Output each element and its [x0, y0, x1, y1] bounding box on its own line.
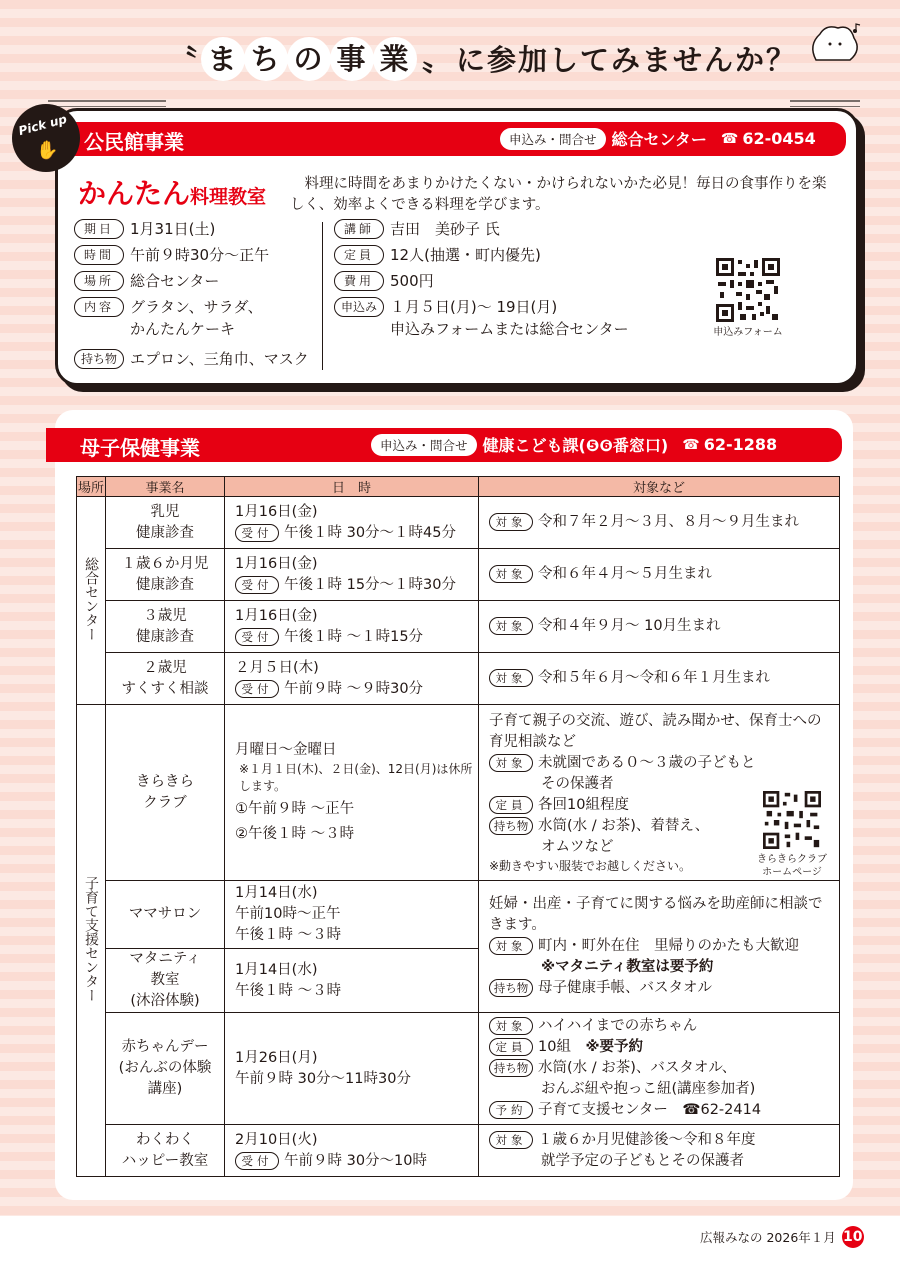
column-header: 場所: [77, 477, 106, 497]
info-value: 500円: [390, 272, 434, 290]
column-header: 日 時: [225, 477, 479, 497]
info-label: 定員: [334, 245, 384, 265]
phone-icon: ☎: [720, 130, 739, 147]
program-name: [106, 497, 225, 549]
bring-text: おんぶ紐や抱っこ紐(講座参加者): [541, 1081, 756, 1097]
time-text: 午前９時 30分～11時30分: [235, 1070, 411, 1087]
target-label: 対象: [489, 617, 533, 635]
contact-tel: 62-1288: [703, 435, 778, 454]
date-text: 1月26日(月): [235, 1049, 318, 1066]
date-text: 1月16日(金): [235, 607, 318, 624]
target-cell: [479, 497, 840, 549]
table-header-row: [77, 477, 840, 497]
program-name: [106, 653, 225, 705]
table-row: [77, 601, 840, 653]
target-text: １歳６か月児健診後～令和８年度: [538, 1131, 756, 1148]
pickup-text: Pick up: [17, 111, 69, 139]
footer: [700, 1226, 864, 1248]
clothing-note: ※動きやすい服装でお越しください。: [489, 858, 692, 873]
info-label: 申込み: [334, 297, 384, 317]
info-label: 費用: [334, 271, 384, 291]
date-cell: [225, 653, 479, 705]
quote-close: 〟: [422, 43, 453, 77]
time-text: 午前９時 ～９時30分: [284, 680, 424, 697]
quote-open: 〝: [169, 43, 200, 77]
header-rule: [48, 106, 166, 107]
time-label: 受付: [235, 524, 279, 542]
time-text: 午後１時 ～３時: [235, 927, 342, 943]
date-cell: [225, 1125, 479, 1177]
target-text: 令和７年２月～３月、８月～９月生まれ: [538, 514, 799, 530]
target-label: 対象: [489, 937, 533, 955]
time-label: 受付: [235, 1152, 279, 1170]
program-name: [106, 881, 225, 949]
description: 妊婦・出産・子育てに関する悩みを助産師に相談できます。: [489, 896, 823, 933]
info-row: [334, 296, 629, 340]
target-cell: [479, 1125, 840, 1177]
table-row: [77, 705, 840, 881]
page-number: 10: [842, 1226, 864, 1248]
qr-code-icon[interactable]: [763, 791, 821, 849]
time-text: 午前10時～正午: [235, 906, 341, 922]
table-row: [77, 1125, 840, 1177]
place-cell: [77, 705, 106, 1177]
name-line: すくすく相談: [121, 680, 209, 697]
date-text: 1月14日(水): [235, 885, 318, 901]
table-row: [77, 881, 840, 949]
contact-place: 総合センター: [611, 130, 707, 149]
table-row: [77, 1013, 840, 1125]
pickup-badge: [12, 104, 80, 172]
info-row: [74, 270, 219, 292]
capacity-label: 定員: [489, 1038, 533, 1056]
target-text: 未就園である０～３歳の子どもと: [538, 754, 756, 771]
title-char: ま: [203, 39, 243, 79]
date-cell: [225, 549, 479, 601]
info-value: 吉田 美砂子 氏: [390, 220, 500, 238]
name-line: 健康診査: [136, 628, 194, 645]
target-label: 対象: [489, 669, 533, 687]
target-cell: [479, 653, 840, 705]
target-label: 対象: [489, 754, 533, 772]
reservation-tel: ☎62-2414: [682, 1102, 762, 1118]
time-text: 午後１時 ～１時15分: [284, 628, 424, 645]
name-line: ２歳児: [143, 659, 187, 676]
reservation-label: 予約: [489, 1101, 533, 1119]
info-label: 内容: [74, 297, 124, 317]
reservation-text: 子育て支援センター: [538, 1102, 668, 1118]
info-label: 講師: [334, 219, 384, 239]
qr-caption: 申込みフォーム: [713, 327, 783, 338]
name-line: ママサロン: [128, 906, 202, 922]
info-row: [334, 218, 500, 240]
place-label: 総合センター: [83, 556, 99, 641]
kominkan-header-bar: [20, 122, 846, 156]
name-line: 健康診査: [136, 524, 194, 541]
time-text: 午後１時 30分～１時45分: [284, 524, 457, 541]
target-label: 対象: [489, 1017, 533, 1035]
qr-caption: ホームページ: [762, 867, 822, 878]
footer-text: 広報みなの 2026年１月: [700, 1230, 836, 1245]
course-title: [78, 172, 266, 212]
target-text: 町内・町外在住 里帰りのかたも大歓迎: [538, 938, 799, 954]
info-value: 12人(抽選・町内優先): [390, 246, 541, 264]
date-cell: [225, 705, 479, 881]
program-name: [106, 1013, 225, 1125]
time-text: 午後１時 ～３時: [235, 982, 342, 999]
info-value: エプロン、三角巾、マスク: [130, 350, 309, 368]
table-row: [77, 653, 840, 705]
place-cell: [77, 497, 106, 705]
time-label: 受付: [235, 628, 279, 646]
info-row: [74, 218, 215, 240]
bring-text: 水筒(水 / お茶)、着替え、: [538, 817, 710, 834]
time-text: 午前９時 30分～10時: [284, 1152, 428, 1169]
time-text: ①午前９時 ～正午: [235, 801, 355, 817]
name-line: わくわく: [136, 1131, 194, 1148]
mascot-icon: [806, 20, 866, 70]
contact-tel: 62-0454: [742, 129, 816, 148]
info-row: [334, 244, 541, 266]
header-rule: [48, 100, 166, 102]
column-divider: [322, 222, 323, 370]
info-value: 1月31日(土): [130, 220, 216, 238]
target-cell: [479, 549, 840, 601]
name-line: ３歳児: [143, 607, 187, 624]
program-name: [106, 1125, 225, 1177]
name-line: 健康診査: [136, 576, 194, 593]
course-intro: 料理に時間をあまりかけたくない・かけられないかた必見！毎日の食事作りを楽しく、効率よくできる料理を学びます。: [290, 176, 827, 213]
page-title: [165, 38, 797, 79]
target-text: 令和４年９月～ 10月生まれ: [538, 618, 721, 634]
date-text: 1月16日(金): [235, 555, 318, 572]
closed-note: ※１月１日(木)、２日(金)、12日(月)は休所します。: [239, 762, 473, 793]
info-value: かんたんケーキ: [130, 320, 236, 338]
title-rest: に参加してみませんか？: [456, 43, 798, 77]
capacity-text: 各回10組程度: [538, 796, 629, 813]
program-name: [106, 549, 225, 601]
date-cell: [225, 881, 479, 949]
program-name: [106, 949, 225, 1013]
date-cell: [225, 497, 479, 549]
name-line: 乳児: [150, 503, 180, 520]
bring-text: 水筒(水 / お茶)、バスタオル、: [538, 1060, 737, 1076]
schedule-table: [76, 476, 840, 1177]
header-rule: [790, 100, 860, 102]
target-cell: [479, 601, 840, 653]
date-cell: [225, 1013, 479, 1125]
contact-pill: 申込み・問合せ: [371, 434, 477, 456]
bring-text: オムツなど: [541, 838, 614, 855]
title-char: 業: [375, 39, 415, 79]
title-char: の: [289, 39, 329, 79]
target-cell: [479, 881, 840, 1013]
time-text: 午後１時 15分～１時30分: [284, 576, 457, 593]
table-row: [77, 549, 840, 601]
capacity-text: 10組: [538, 1039, 571, 1055]
date-text: 2月10日(火): [235, 1131, 318, 1148]
reservation-note: ※要予約: [585, 1039, 644, 1055]
info-label: 期日: [74, 219, 124, 239]
time-label: 受付: [235, 680, 279, 698]
name-line: 講座): [147, 1081, 183, 1097]
description: 子育て親子の交流、遊び、読み聞かせ、保育士への育児相談など: [489, 712, 822, 750]
name-line: きらきら: [136, 773, 194, 790]
bring-label: 持ち物: [489, 817, 533, 835]
info-row: [74, 348, 309, 370]
date-cell: [225, 601, 479, 653]
qr-caption: きらきらクラブ: [757, 854, 827, 865]
info-row: [334, 270, 434, 292]
info-label: 場所: [74, 271, 124, 291]
name-line: 赤ちゃんデー: [121, 1039, 209, 1055]
table-row: [77, 497, 840, 549]
course-main: かんたん: [78, 177, 191, 210]
name-line: １歳６か月児: [121, 555, 209, 572]
target-label: 対象: [489, 565, 533, 583]
place-label: 子育て支援センター: [83, 875, 99, 1002]
phone-icon: ☎: [682, 436, 700, 453]
section-title: 公民館事業: [84, 130, 184, 154]
info-value: 総合センター: [130, 272, 220, 290]
name-line: (沐浴体験): [130, 993, 200, 1009]
target-label: 対象: [489, 1131, 533, 1149]
contact-info: [371, 433, 777, 456]
qr-code-icon[interactable]: [716, 258, 780, 322]
name-line: (おんぶの体験: [118, 1060, 212, 1076]
hand-icon: ✋: [36, 140, 59, 161]
target-text: 令和５年６月～令和６年１月生まれ: [538, 670, 770, 686]
time-label: 受付: [235, 576, 279, 594]
target-label: 対象: [489, 513, 533, 531]
target-text: ハイハイまでの赤ちゃん: [538, 1018, 698, 1034]
bring-label: 持ち物: [489, 1059, 533, 1077]
course-sub: 料理教室: [190, 186, 267, 208]
info-label: 時間: [74, 245, 124, 265]
capacity-label: 定員: [489, 796, 533, 814]
name-line: ハッピー教室: [121, 1152, 209, 1169]
name-line: 教室: [150, 972, 180, 988]
bring-label: 持ち物: [489, 979, 533, 997]
target-text: 令和６年４月～５月生まれ: [538, 566, 712, 582]
info-value: グラタン、サラダ、: [130, 298, 263, 316]
contact-info: [500, 127, 816, 150]
info-value: 午前９時30分～正午: [130, 246, 270, 264]
date-text: ２月５日(木): [235, 659, 319, 676]
boshi-header-bar: [46, 428, 842, 462]
time-text: ②午後１時 ～３時: [235, 826, 355, 842]
program-name: [106, 705, 225, 881]
target-text: その保護者: [541, 775, 614, 792]
column-header: 事業名: [106, 477, 225, 497]
name-line: マタニティ: [129, 951, 201, 967]
reservation-note: ※マタニティ教室は要予約: [541, 959, 714, 975]
info-value: 申込みフォームまたは総合センター: [390, 320, 629, 338]
date-text: 月曜日～金曜日: [235, 742, 337, 758]
section-title: 母子保健事業: [80, 436, 200, 460]
date-cell: [225, 949, 479, 1013]
title-char: ち: [246, 39, 286, 79]
contact-place: 健康こども課(❺❻番窓口): [482, 436, 669, 455]
title-char: 事: [332, 39, 372, 79]
program-name: [106, 601, 225, 653]
info-row: [74, 296, 263, 340]
column-header: 対象など: [479, 477, 840, 497]
date-text: 1月14日(水): [235, 961, 318, 978]
target-text: 就学予定の子どもとその保護者: [541, 1152, 744, 1169]
contact-pill: 申込み・問合せ: [500, 128, 606, 150]
header-rule: [790, 106, 860, 107]
target-cell: [479, 705, 840, 881]
info-label: 持ち物: [74, 349, 124, 369]
name-line: クラブ: [143, 794, 187, 811]
bring-text: 母子健康手帳、バスタオル: [538, 980, 712, 996]
target-cell: [479, 1013, 840, 1125]
date-text: 1月16日(金): [235, 503, 318, 520]
info-value: １月５日(月)～ 19日(月): [390, 298, 558, 316]
info-row: [74, 244, 269, 266]
